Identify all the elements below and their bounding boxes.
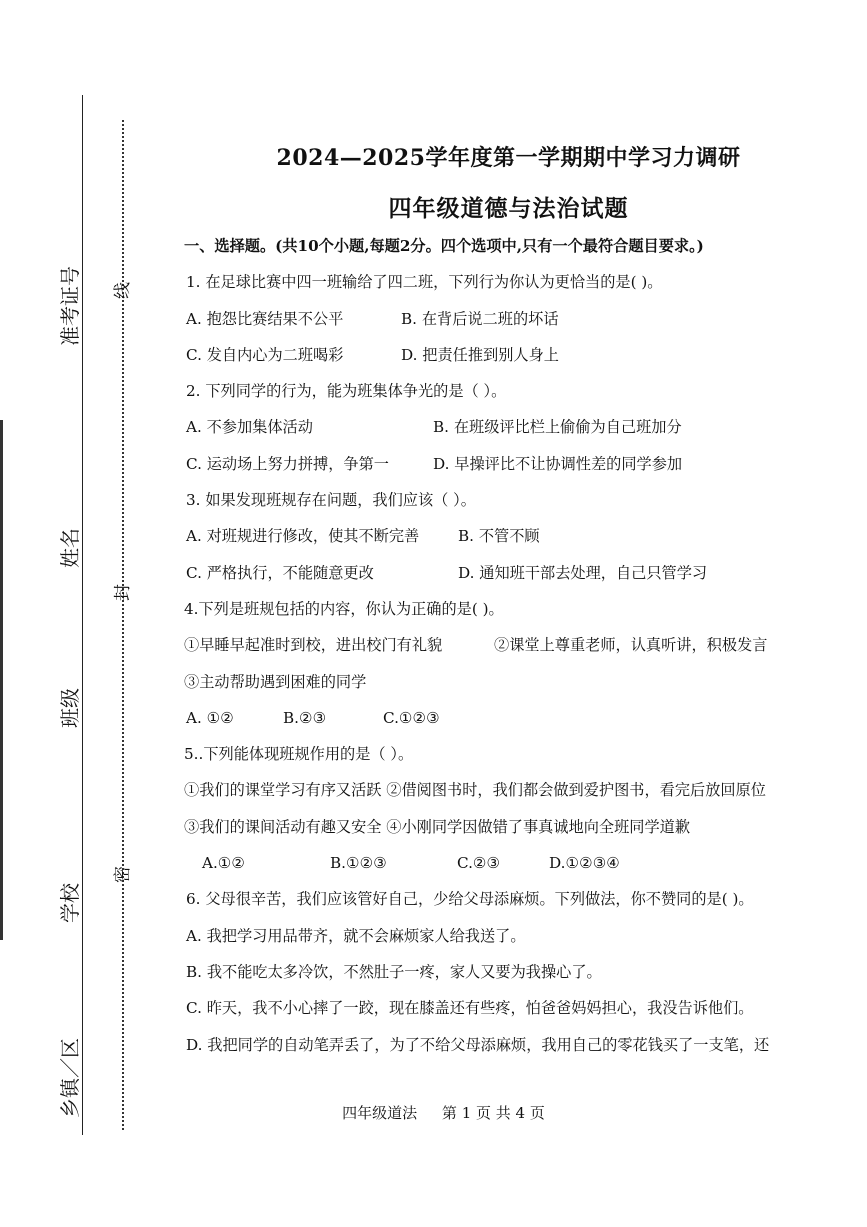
q6-option-a: A. 我把学习用品带齐，就不会麻烦家人给我送了。	[186, 926, 526, 945]
q3-options-cd	[186, 561, 836, 597]
exam-title: 2024—2025学年度第一学期期中学习力调研	[276, 145, 741, 171]
q4-option-a: A. ①②	[186, 708, 234, 727]
q2-stem: 2. 下列同学的行为，能为班集体争光的是（ ）。	[186, 382, 507, 401]
q1-option-c: C. 发自内心为二班喝彩	[186, 345, 344, 364]
q2-options-cd	[186, 452, 836, 488]
q3-stem: 3. 如果发现班规存在问题，我们应该（ ）。	[186, 491, 476, 510]
q4-options	[186, 706, 836, 742]
q3-option-c: C. 严格执行，不能随意更改	[186, 563, 374, 582]
footer-page-number: 第 1 页 共 4 页	[441, 1104, 545, 1122]
q1-options-ab	[186, 307, 836, 343]
exam-subtitle: 四年级道德与法治试题	[388, 195, 629, 222]
seal-mark-secret: 密	[113, 866, 133, 883]
binding-dotted-line	[122, 120, 124, 1130]
section-heading: 一、选择题。(共10个小题,每题2分。四个选项中,只有一个最符合题目要求。)	[184, 237, 704, 255]
q4-option-c: C.①②③	[383, 708, 440, 727]
field-label-name: 姓名	[58, 528, 82, 568]
footer-subject: 四年级道法	[342, 1104, 418, 1122]
q5-statements-2: ③我们的课间活动有趣又安全 ④小刚同学因做错了事真诚地向全班同学道歉	[184, 817, 691, 836]
q2-option-a: A. 不参加集体活动	[186, 418, 313, 437]
q4-statement-2: ②课堂上尊重老师，认真听讲，积极发言	[494, 636, 768, 655]
q5-option-c: C.②③	[457, 854, 501, 873]
q3-option-d: D. 通知班干部去处理，自己只管学习	[458, 563, 708, 582]
seal-mark-seal: 封	[113, 584, 133, 601]
binding-outer-line	[82, 95, 83, 1135]
q4-option-b: B.②③	[283, 708, 327, 727]
q5-options	[202, 851, 836, 887]
q6-stem: 6. 父母很辛苦，我们应该管好自己，少给父母添麻烦。下列做法，你不赞同的是( )。	[186, 890, 754, 909]
q2-option-b: B. 在班级评比栏上偷偷为自己班加分	[433, 418, 682, 437]
q1-options-cd	[186, 343, 836, 379]
q4-statements-1	[184, 633, 836, 669]
q5-statements-1: ①我们的课堂学习有序又活跃 ②借阅图书时，我们都会做到爱护图书，看完后放回原位	[184, 781, 766, 800]
q2-options-ab	[186, 415, 836, 451]
binding-strip	[0, 0, 133, 1227]
q4-statement-1: ①早睡早起准时到校，进出校门有礼貌	[184, 636, 443, 655]
field-label-class: 班级	[58, 688, 82, 728]
q3-option-a: A. 对班规进行修改，使其不断完善	[186, 527, 420, 546]
page-footer	[0, 1102, 867, 1123]
q5-stem: 5..下列能体现班规作用的是（ ）。	[184, 745, 414, 764]
q5-option-a: A.①②	[202, 854, 246, 873]
q5-option-d: D.①②③④	[549, 854, 620, 873]
q2-option-c: C. 运动场上努力拼搏，争第一	[186, 454, 389, 473]
seal-mark-line: 线	[113, 282, 133, 299]
scan-edge-shadow	[0, 420, 3, 940]
q6-option-b: B. 我不能吃太多冷饮，不然肚子一疼，家人又要为我操心了。	[186, 962, 602, 981]
q4-statement-3: ③主动帮助遇到困难的同学	[184, 672, 367, 691]
q6-option-c: C. 昨天，我不小心摔了一跤，现在膝盖还有些疼，怕爸爸妈妈担心，我没告诉他们。	[186, 999, 754, 1018]
field-label-exam-number: 准考证号	[58, 266, 82, 346]
q2-option-d: D. 早操评比不让协调性差的同学参加	[433, 454, 683, 473]
q1-option-b: B. 在背后说二班的坏话	[401, 309, 559, 328]
q3-options-ab	[186, 524, 836, 560]
q6-option-d: D. 我把同学的自动笔弄丢了，为了不给父母添麻烦，我用自己的零花钱买了一支笔，还	[186, 1035, 770, 1054]
q5-option-b: B.①②③	[330, 854, 387, 873]
q4-stem: 4.下列是班规包括的内容，你认为正确的是( )。	[184, 599, 504, 618]
field-label-town-district: 乡镇／区	[58, 1038, 82, 1118]
q1-option-a: A. 抱怨比赛结果不公平	[186, 309, 344, 328]
q1-option-d: D. 把责任推到别人身上	[401, 345, 559, 364]
q3-option-b: B. 不管不顾	[458, 527, 540, 546]
field-label-school: 学校	[58, 883, 82, 923]
q1-stem: 1. 在足球比赛中四一班输给了四二班，下列行为你认为更恰当的是( )。	[186, 273, 663, 292]
question-content	[186, 234, 836, 1069]
